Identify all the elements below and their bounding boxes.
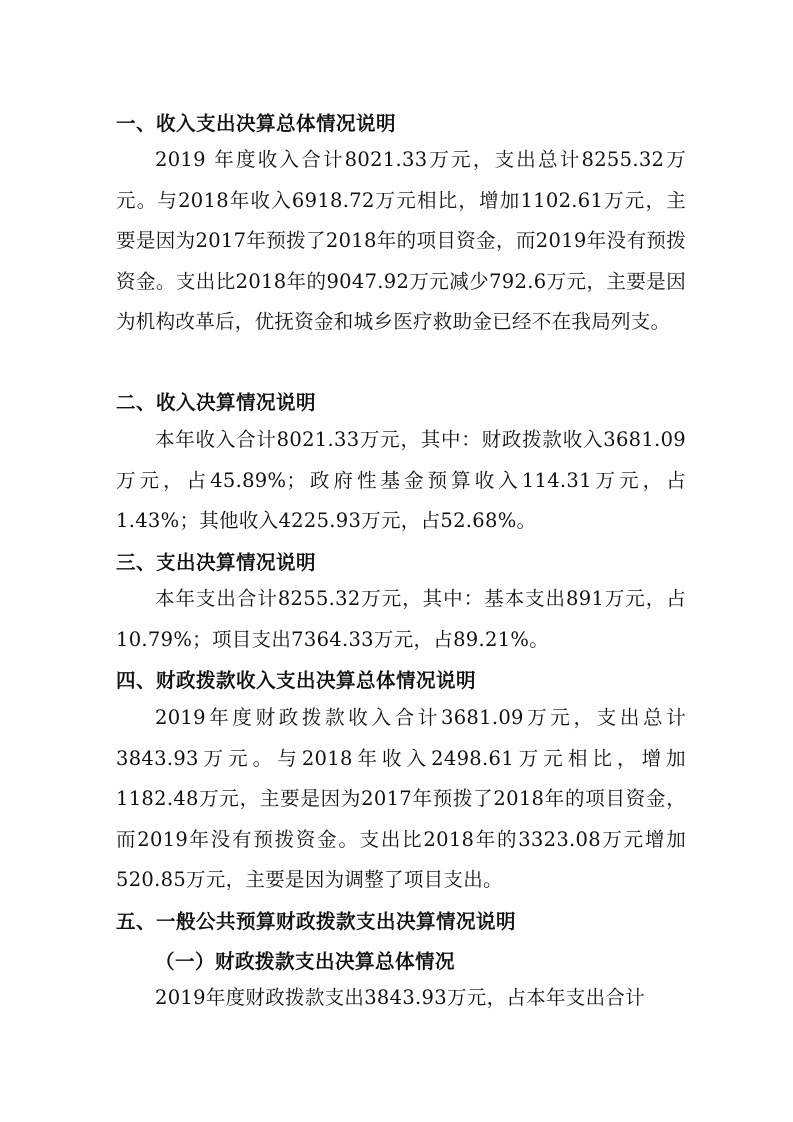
section-3-paragraph: 本年支出合计8255.32万元，其中：基本支出891万元，占10.79%；项目支出7364.33万元，占89.21%。 <box>116 587 686 651</box>
section-5-heading: 五、一般公共预算财政拨款支出决算情况说明 <box>116 910 517 933</box>
subsection-1-paragraph: 2019年度财政拨款支出3843.93万元，占本年支出合计 <box>155 986 645 1009</box>
section-4-heading: 四、财政拨款收入支出决算总体情况说明 <box>116 669 477 692</box>
section-1-paragraph: 2019 年度收入合计8021.33万元，支出总计8255.32万元。与2018年收入6918.72万元相比，增加1102.61万元，主要是因为2017年预拨了2018年的项目资金，而2019年没有预拨资金。支出比2018年的9047.92万元减少792.6万元，主要是因为机构改革后，优抚资金和城乡医疗救助金已经不在我局列支。 <box>116 148 686 333</box>
section-1-heading: 一、收入支出决算总体情况说明 <box>116 112 397 135</box>
subsection-1-heading: （一）财政拨款支出决算总体情况 <box>155 950 456 973</box>
section-2-heading: 二、收入决算情况说明 <box>116 391 317 414</box>
section-3-heading: 三、支出决算情况说明 <box>116 551 317 574</box>
section-4-paragraph: 2019年度财政拨款收入合计3681.09万元，支出总计3843.93万元。与2018年收入2498.61万元相比，增加1182.48万元，主要是因为2017年预拨了2018年的项目资金，而2019年没有预拨资金。支出比2018年的3323.08万元增加520.85万元，主要是因为调整了项目支出。 <box>116 706 686 891</box>
section-2-paragraph: 本年收入合计8021.33万元，其中：财政拨款收入3681.09万元，占45.89%；政府性基金预算收入114.31万元，占1.43%；其他收入4225.93万元，占52.68%。 <box>116 428 686 532</box>
